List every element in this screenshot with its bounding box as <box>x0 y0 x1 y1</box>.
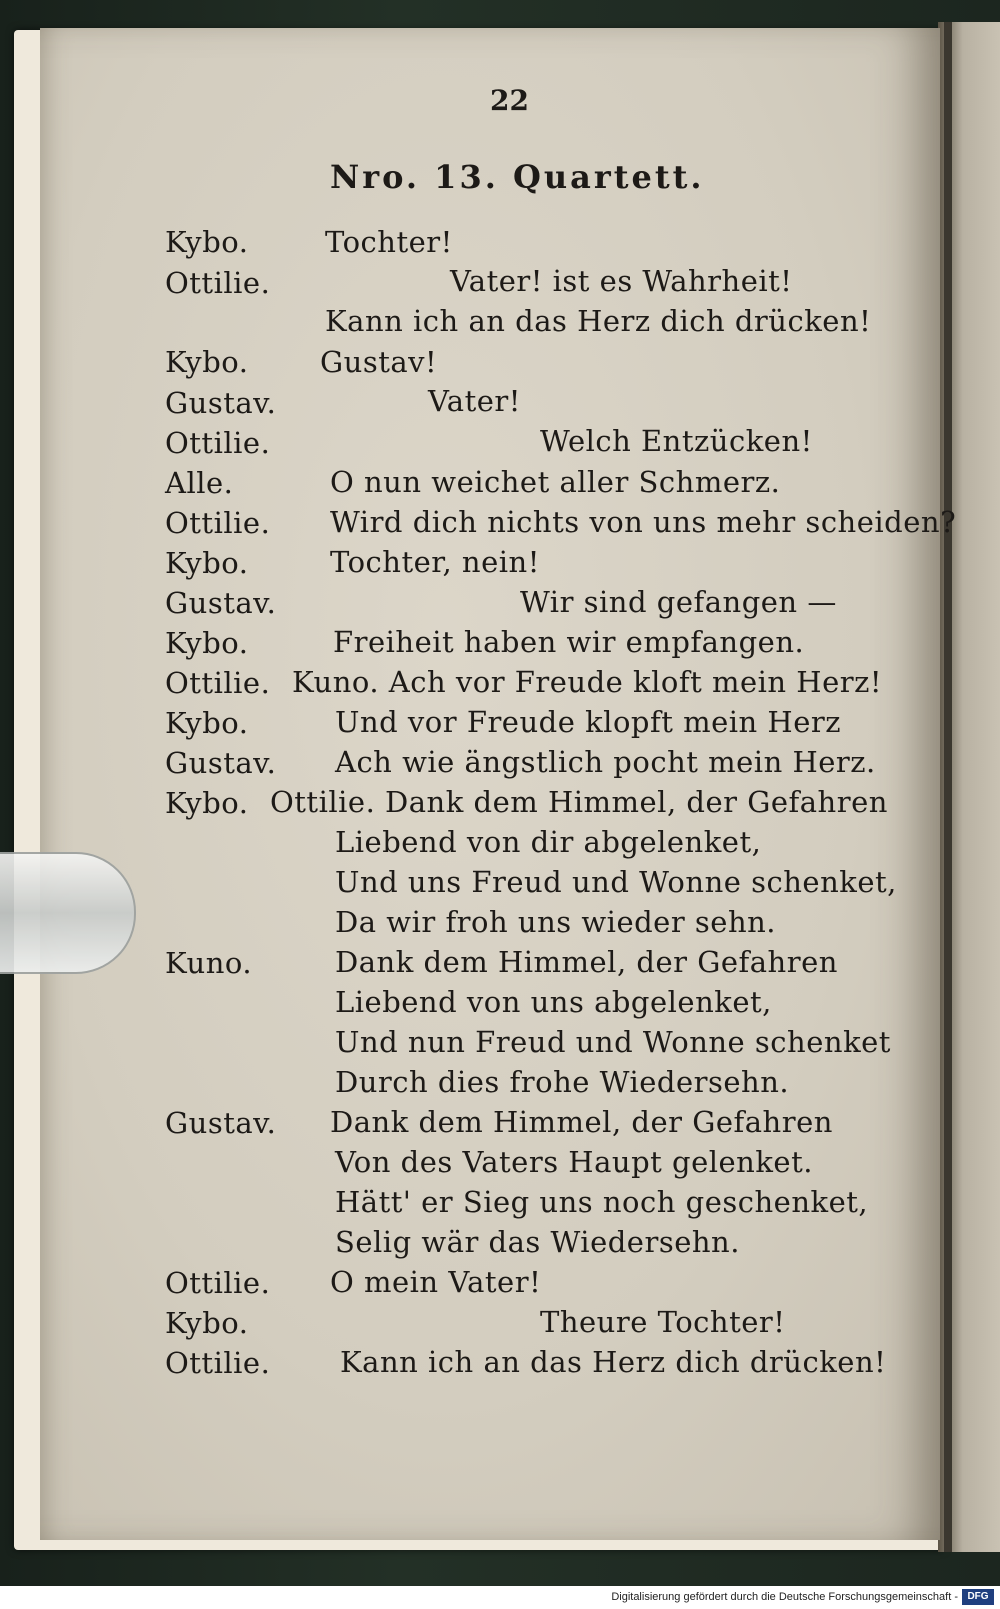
speaker: Ottilie. <box>165 666 271 700</box>
speaker: Alle. <box>165 466 234 500</box>
speaker: Ottilie. <box>165 1266 271 1300</box>
speaker: Ottilie. <box>165 426 271 460</box>
verse-line: Durch dies frohe Wiedersehn. <box>335 1065 790 1099</box>
verse-line: Gustav! <box>320 345 438 379</box>
speaker: Kybo. <box>165 786 249 820</box>
verse-line: Ach wie ängstlich pocht mein Herz. <box>335 745 876 779</box>
verse-line: Ottilie. Dank dem Himmel, der Gefahren <box>270 785 888 819</box>
speaker: Gustav. <box>165 746 277 780</box>
verse-line: Liebend von dir abgelenket, <box>335 825 762 859</box>
verse-line: Und nun Freud und Wonne schenket <box>335 1025 891 1059</box>
verse-line: Freiheit haben wir empfangen. <box>333 625 805 659</box>
speaker: Kybo. <box>165 626 249 660</box>
verse-line: Theure Tochter! <box>540 1305 786 1339</box>
speaker: Gustav. <box>165 1106 277 1140</box>
speaker: Kuno. <box>165 946 253 980</box>
section-title: Nro. 13. Quartett. <box>330 158 705 196</box>
verse-line: Liebend von uns abgelenket, <box>335 985 772 1019</box>
verse-line: Kann ich an das Herz dich drücken! <box>325 304 872 338</box>
speaker: Gustav. <box>165 586 277 620</box>
verse-line: Und vor Freude klopft mein Herz <box>335 705 841 739</box>
verse-line: Welch Entzücken! <box>540 424 813 458</box>
dfg-logo: DFG <box>962 1589 994 1605</box>
verse-line: Wir sind gefangen — <box>520 585 837 619</box>
verse-line: Von des Vaters Haupt gelenket. <box>335 1145 813 1179</box>
verse-line: Dank dem Himmel, der Gefahren <box>335 945 838 979</box>
speaker: Kybo. <box>165 1306 249 1340</box>
speaker: Ottilie. <box>165 266 271 300</box>
verse-line: Da wir froh uns wieder sehn. <box>335 905 777 939</box>
verse-line: Wird dich nichts von uns mehr scheiden? <box>330 505 957 539</box>
verse-line: Dank dem Himmel, der Gefahren <box>330 1105 833 1139</box>
digitization-footer: Digitalisierung gefördert durch die Deutsche Forschungsgemeinschaft - <box>0 1586 1000 1609</box>
verse-line: Vater! ist es Wahrheit! <box>450 264 793 298</box>
verse-line: Tochter, nein! <box>330 545 540 579</box>
verse-line: Hätt' er Sieg uns noch geschenket, <box>335 1185 869 1219</box>
verse-line: Vater! <box>428 384 521 418</box>
verse-line: O mein Vater! <box>330 1265 542 1299</box>
page-gutter <box>944 22 952 1552</box>
verse-line: Selig wär das Wiedersehn. <box>335 1225 740 1259</box>
verse-line: Kuno. Ach vor Freude kloft mein Herz! <box>292 665 883 699</box>
speaker: Kybo. <box>165 706 249 740</box>
speaker: Ottilie. <box>165 506 271 540</box>
speaker: Kybo. <box>165 225 249 259</box>
verse-line: Tochter! <box>325 225 453 259</box>
page-number: 22 <box>490 84 529 117</box>
speaker: Gustav. <box>165 386 277 420</box>
verse-line: Kann ich an das Herz dich drücken! <box>340 1345 887 1379</box>
speaker: Kybo. <box>165 345 249 379</box>
verse-line: Und uns Freud und Wonne schenket, <box>335 865 897 899</box>
speaker: Kybo. <box>165 546 249 580</box>
verse-line: O nun weichet aller Schmerz. <box>330 465 781 499</box>
speaker: Ottilie. <box>165 1346 271 1380</box>
page-clip <box>0 852 136 974</box>
